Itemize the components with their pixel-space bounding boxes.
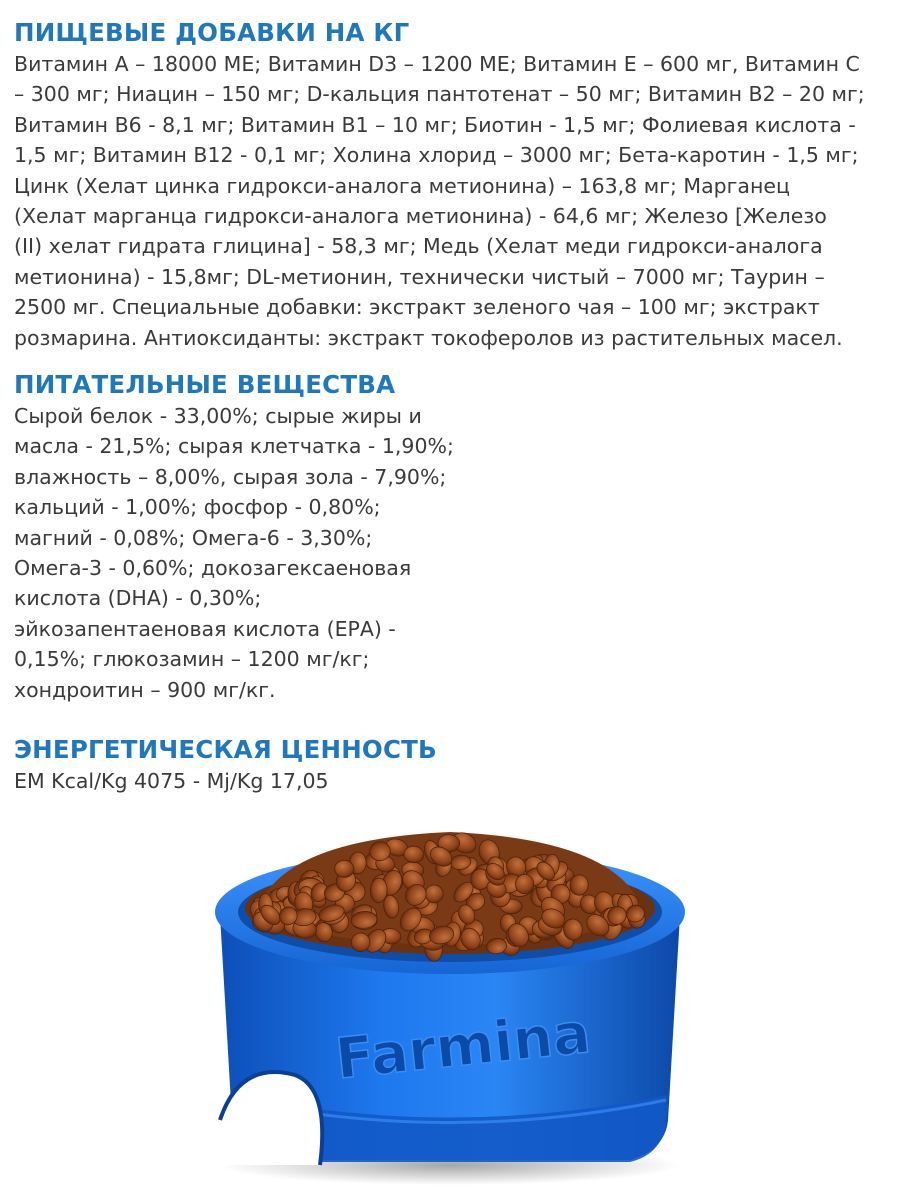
- food-bowl-image: [200, 820, 700, 1190]
- kibble: [334, 860, 354, 878]
- nutrients-heading: ПИТАТЕЛЬНЫЕ ВЕЩЕСТВА: [14, 370, 396, 399]
- additives-text: Витамин А – 18000 МЕ; Витамин D3 – 1200 МЕ; Витамин Е – 600 мг, Витамин С – 300 мг; Ниацин – 150 мг; D-кальция пантотенат – 50 мг; Витамин В2 – 20 мг; Витамин В6 - 8,1 мг; Витамин В1 – 10 мг; Биотин - 1,5 мг; Фолиевая кислота - 1,5 мг; Витамин В12 - 0,1 мг; Холина хлорид – 3000 мг; Бета-каротин - 1,5 мг; Цинк (Хелат цинка гидрокси-аналога метионина) – 163,8 мг; Марганец (Хелат марганца гидрокси-аналога метионина) - 64,6 мг; Железо [Железо (II) хелат гидрата глицина] - 58,3 мг; Медь (Хелат меди гидрокси-аналога метионина) - 15,8мг; DL-метионин, технически чистый – 7000 мг; Таурин – 2500 мг. Специальные добавки: экстракт зеленого чая – 100 мг; экстракт розмарина. Антиоксиданты: экстракт токоферолов из растительных масел.: [14, 52, 865, 350]
- bowl-brand-text: Farmina: [332, 1000, 594, 1093]
- energy-heading: ЭНЕРГЕТИЧЕСКАЯ ЦЕННОСТЬ: [14, 735, 437, 764]
- energy-text: EM Kcal/Kg 4075 - Mj/Kg 17,05: [14, 769, 329, 793]
- nutrients-text: Сырой белок - 33,00%; сырые жиры и масла - 21,5%; сырая клетчатка - 1,90%; влажность – 8,00%, сырая зола - 7,90%; кальций - 1,00%; фосфор - 0,80%; магний - 0,08%; Омега-6 - 3,30%; Омега-3 - 0,60%; докозагексаеновая кислота (DHA) - 0,30%; эйкозапентаеновая кислота (ЕРА) - 0,15%; глюкозамин – 1200 мг/кг; хондроитин – 900 мг/кг.: [14, 404, 454, 702]
- food-bowl-illustration: [200, 820, 700, 1190]
- additives-heading: ПИЩЕВЫЕ ДОБАВКИ НА КГ: [14, 18, 410, 47]
